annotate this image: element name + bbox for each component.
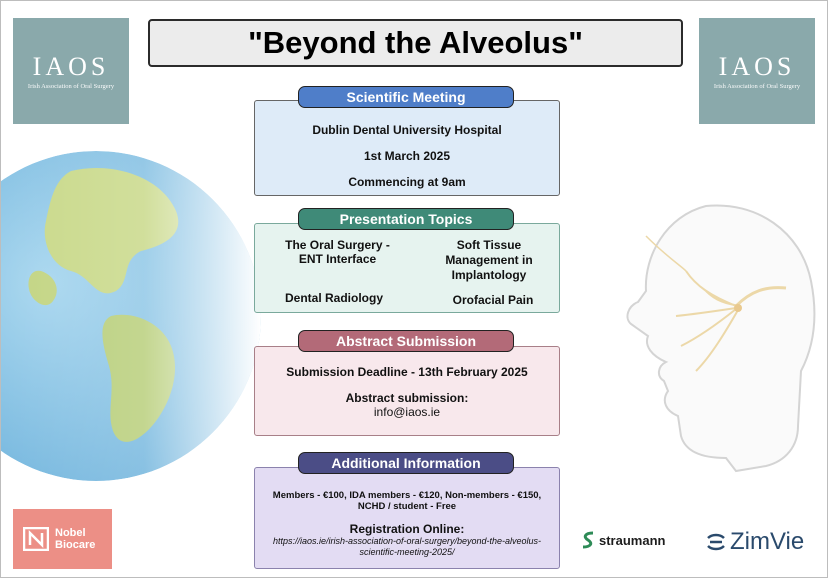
nobel-biocare-logo xyxy=(13,509,112,569)
abstract-submission-heading xyxy=(298,330,514,352)
presentation-topics-box xyxy=(254,223,560,313)
head-nerve-illustration xyxy=(586,196,828,476)
additional-info-box xyxy=(254,467,560,569)
biocare-text: Biocare xyxy=(55,539,96,551)
presentation-topics-heading xyxy=(298,208,514,230)
registration-label: Registration Online: xyxy=(349,522,465,536)
submission-email: info@iaos.ie xyxy=(373,405,441,419)
page-title-text: "Beyond the Alveolus" xyxy=(248,25,583,60)
registration-link[interactable]: https://iaos.ie/irish-association-of-oral-surgery/beyond-the-alveolus-scientific-meeting-2025/ xyxy=(272,536,542,557)
iaos-logo-subtitle: Irish Association of Oral Surgery xyxy=(27,82,115,90)
scientific-meeting-box xyxy=(254,100,560,196)
fees-text: Members - €100, IDA members - €120, Non-members - €150, NCHD / student - Free xyxy=(272,490,542,512)
topic-item: Orofacial Pain xyxy=(452,293,534,307)
straumann-logo xyxy=(581,531,665,549)
globe-illustration xyxy=(1,151,261,481)
iaos-logo-right xyxy=(699,18,815,124)
zimvie-logo xyxy=(706,528,804,556)
additional-info-heading xyxy=(298,452,514,474)
deadline-text: Submission Deadline - 13th February 2025 xyxy=(286,365,528,379)
additional-info-heading-text: Additional Information xyxy=(331,455,481,471)
page-title xyxy=(148,19,683,67)
date-text: 1st March 2025 xyxy=(363,149,451,163)
zimvie-icon xyxy=(706,533,726,551)
topic-item: Dental Radiology xyxy=(285,291,384,305)
scientific-meeting-heading-text: Scientific Meeting xyxy=(346,89,466,105)
nobel-text: Nobel xyxy=(55,527,86,539)
abstract-submission-box xyxy=(254,346,560,436)
zimvie-text: ZimVie xyxy=(730,528,805,555)
iaos-logo-text: IAOS xyxy=(718,51,796,81)
nobel-biocare-icon xyxy=(23,527,49,551)
start-time-text: Commencing at 9am xyxy=(348,175,466,189)
presentation-topics-heading-text: Presentation Topics xyxy=(339,211,473,227)
topic-item: The Oral Surgery - ENT Interface xyxy=(285,238,390,266)
straumann-icon xyxy=(581,531,595,549)
straumann-text: straumann xyxy=(599,532,666,548)
iaos-logo-text: IAOS xyxy=(32,51,110,81)
submission-label: Abstract submission: xyxy=(345,391,469,405)
iaos-logo-subtitle: Irish Association of Oral Surgery xyxy=(713,82,801,90)
scientific-meeting-heading xyxy=(298,86,514,108)
topic-item: Soft Tissue Management in Implantology xyxy=(445,238,533,282)
abstract-submission-heading-text: Abstract Submission xyxy=(335,333,477,349)
iaos-logo-left xyxy=(13,18,129,124)
venue-text: Dublin Dental University Hospital xyxy=(312,123,502,137)
